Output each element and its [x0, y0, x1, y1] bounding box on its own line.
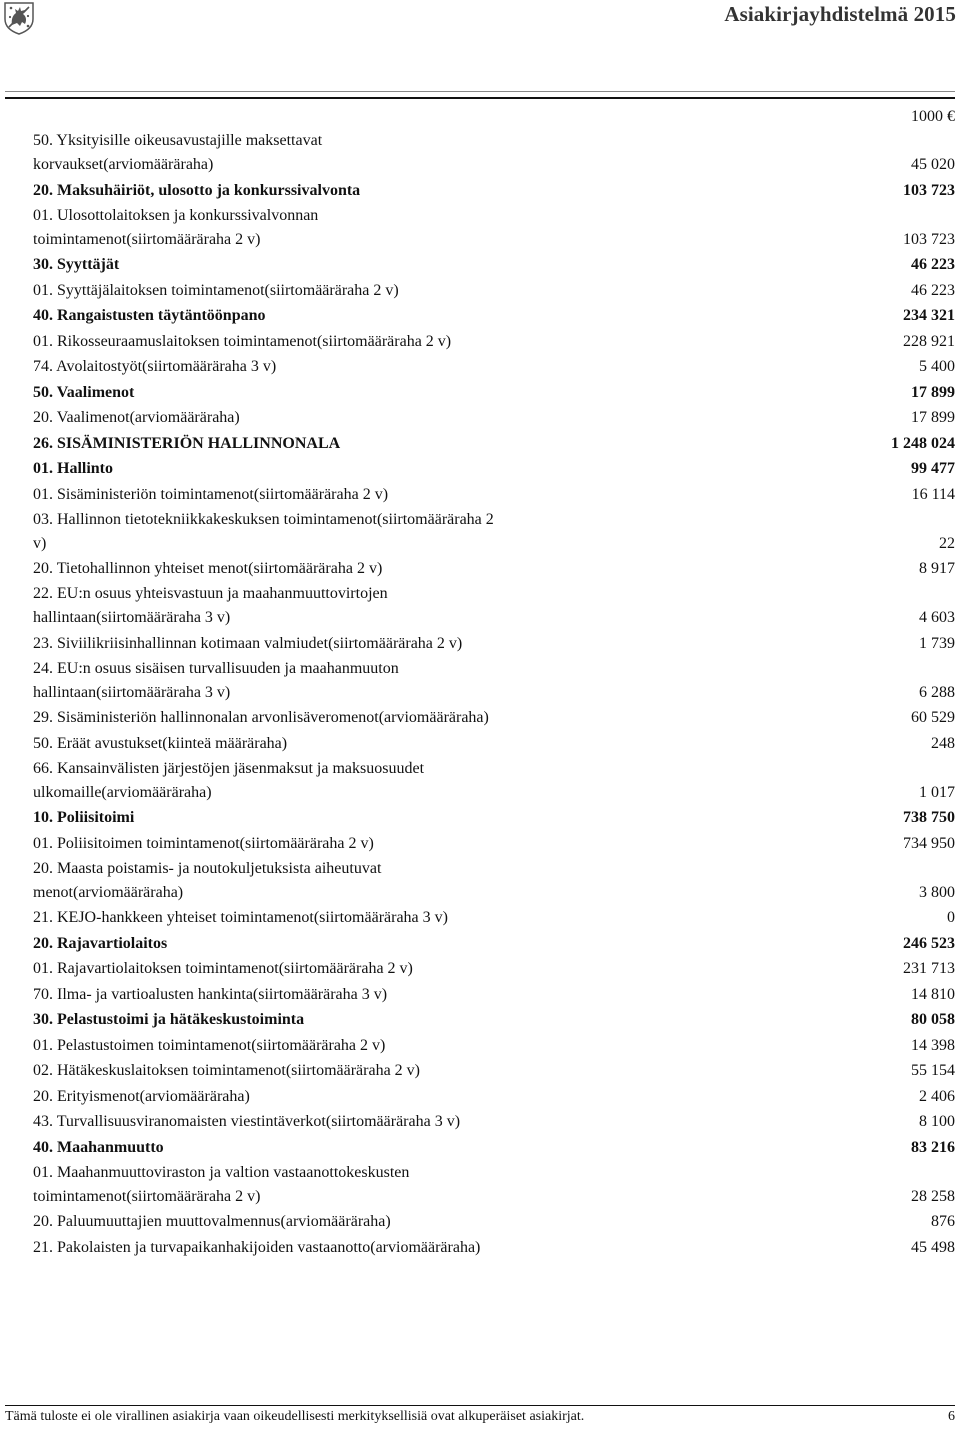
row-value: 46 223	[911, 281, 955, 299]
row-label: 01. Sisäministeriön toimintamenot(siirtomääräraha 2 v)	[33, 485, 389, 503]
budget-row	[33, 1135, 955, 1161]
budget-row	[33, 1210, 955, 1236]
finnish-lion-crest-icon	[3, 1, 35, 35]
row-label: 20. Maksuhäiriöt, ulosotto ja konkurssivalvonta	[33, 181, 361, 199]
budget-row	[33, 1235, 955, 1261]
row-value: 6 288	[919, 683, 955, 701]
row-label: 02. Hätäkeskuslaitoksen toimintamenot(siirtomääräraha 2 v)	[33, 1062, 420, 1079]
budget-row	[33, 631, 955, 657]
footer-divider	[5, 1405, 955, 1406]
row-value: 1 017	[919, 783, 955, 801]
row-value: 4 603	[919, 609, 955, 626]
row-value: 246 523	[903, 934, 955, 952]
row-value: 5 400	[919, 358, 955, 375]
row-value: 2 406	[919, 1087, 955, 1105]
budget-row	[33, 582, 955, 631]
row-label: 01. Maahanmuuttoviraston ja valtion vastaanottokeskusten toimintamenot(siirtomääräraha 2 v)	[33, 1163, 410, 1205]
row-label: 50. Vaalimenot	[33, 383, 135, 401]
budget-row	[33, 731, 955, 757]
row-label: 23. Siviilikriisinhallinnan kotimaan valmiudet(siirtomääräraha 2 v)	[33, 634, 463, 652]
row-label: 20. Vaalimenot(arviomääräraha)	[33, 409, 240, 426]
row-value: 45 498	[911, 1238, 955, 1256]
budget-row	[33, 957, 955, 983]
row-value: 8 100	[919, 1113, 955, 1130]
row-label: 43. Turvallisuusviranomaisten viestintäverkot(siirtomääräraha 3 v)	[33, 1113, 461, 1130]
row-value: 16 114	[911, 485, 955, 503]
budget-row	[33, 1033, 955, 1059]
row-value: 0	[947, 909, 955, 926]
row-label: 20. Paluumuuttajien muuttovalmennus(arviomääräraha)	[33, 1213, 391, 1230]
row-value: 14 810	[911, 985, 955, 1003]
row-value: 738 750	[903, 809, 955, 826]
row-label: 70. Ilma- ja vartioalusten hankinta(siirtomääräraha 3 v)	[33, 985, 388, 1003]
row-value: 234 321	[903, 307, 955, 324]
budget-row	[33, 329, 955, 355]
budget-row	[33, 278, 955, 304]
budget-row	[33, 931, 955, 957]
row-label: 50. Yksityisille oikeusavustajille maksettavat korvaukset(arviomääräraha)	[33, 132, 323, 173]
header-divider-thick	[5, 97, 955, 99]
row-label: 20. Erityismenot(arviomääräraha)	[33, 1087, 250, 1105]
row-label: 30. Pelastustoimi ja hätäkeskustoiminta	[33, 1011, 305, 1028]
budget-row	[33, 657, 955, 706]
row-label: 20. Maasta poistamis- ja noutokuljetuksista aiheutuvat menot(arviomääräraha)	[33, 859, 382, 901]
footer-disclaimer: Tämä tuloste ei ole virallinen asiakirja vaan oikeudellisesti merkityksellisiä ovat alkuperäiset asiakirjat.	[5, 1409, 585, 1424]
row-value: 83 216	[911, 1138, 955, 1156]
row-label: 21. Pakolaisten ja turvapaikanhakijoiden vastaanotto(arviomääräraha)	[33, 1238, 481, 1256]
row-value: 231 713	[903, 960, 955, 977]
row-value: 46 223	[911, 256, 955, 273]
row-value: 60 529	[911, 709, 955, 726]
budget-row	[33, 129, 955, 178]
row-label: 03. Hallinnon tietotekniikkakeskuksen toimintamenot(siirtomääräraha 2 v)	[33, 510, 494, 552]
row-label: 01. Syyttäjälaitoksen toimintamenot(siirtomääräraha 2 v)	[33, 281, 399, 299]
budget-row	[33, 857, 955, 906]
budget-row	[33, 1110, 955, 1136]
budget-row	[33, 508, 955, 557]
budget-table	[33, 104, 955, 1261]
row-value: 103 723	[903, 181, 955, 199]
row-value: 17 899	[911, 409, 955, 426]
row-value: 22	[939, 534, 955, 552]
budget-row	[33, 557, 955, 583]
budget-row	[33, 1008, 955, 1034]
budget-row	[33, 380, 955, 406]
row-label: 24. EU:n osuus sisäisen turvallisuuden ja maahanmuuton hallintaan(siirtomääräraha 3 v)	[33, 659, 399, 701]
budget-row	[33, 706, 955, 732]
budget-row	[33, 1161, 955, 1210]
row-label: 01. Rikosseuraamuslaitoksen toimintamenot(siirtomääräraha 2 v)	[33, 332, 452, 350]
budget-row	[33, 806, 955, 832]
row-value: 14 398	[911, 1036, 955, 1054]
row-label: 20. Tietohallinnon yhteiset menot(siirtomääräraha 2 v)	[33, 560, 383, 577]
budget-row	[33, 982, 955, 1008]
budget-row	[33, 355, 955, 381]
row-label: 40. Rangaistusten täytäntöönpano	[33, 307, 266, 324]
row-value: 8 917	[919, 560, 955, 577]
row-label: 21. KEJO-hankkeen yhteiset toimintamenot(siirtomääräraha 3 v)	[33, 909, 448, 926]
header-divider-thin	[5, 91, 955, 92]
budget-row	[33, 1059, 955, 1085]
budget-row	[33, 253, 955, 279]
row-label: 66. Kansainvälisten järjestöjen jäsenmaksut ja maksuosuudet ulkomaille(arviomääräraha)	[33, 759, 425, 801]
row-label: 40. Maahanmuutto	[33, 1138, 164, 1156]
row-label: 01. Rajavartiolaitoksen toimintamenot(siirtomääräraha 2 v)	[33, 960, 413, 977]
budget-row	[33, 1084, 955, 1110]
page-number: 6	[948, 1409, 955, 1424]
budget-row	[33, 457, 955, 483]
row-value: 28 258	[911, 1187, 955, 1205]
row-label: 22. EU:n osuus yhteisvastuun ja maahanmuuttovirtojen hallintaan(siirtomääräraha 3 v)	[33, 585, 388, 626]
row-label: 20. Rajavartiolaitos	[33, 934, 168, 952]
document-title: Asiakirjayhdistelmä 2015	[724, 2, 956, 26]
unit-label: 1000 €	[911, 108, 955, 125]
budget-row	[33, 178, 955, 204]
row-value: 228 921	[903, 332, 955, 350]
row-value: 3 800	[919, 883, 955, 901]
row-value: 80 058	[911, 1011, 955, 1028]
budget-row	[33, 204, 955, 253]
budget-row	[33, 906, 955, 932]
budget-rows	[33, 129, 955, 1261]
row-value: 876	[931, 1213, 955, 1230]
row-value: 17 899	[911, 383, 955, 401]
row-value: 55 154	[911, 1062, 955, 1079]
row-value: 734 950	[903, 834, 955, 852]
row-value: 103 723	[903, 230, 955, 248]
budget-row	[33, 482, 955, 508]
row-value: 1 739	[919, 634, 955, 652]
row-value: 99 477	[911, 460, 955, 477]
row-label: 10. Poliisitoimi	[33, 809, 135, 826]
row-label: 29. Sisäministeriön hallinnonalan arvonlisäveromenot(arviomääräraha)	[33, 709, 489, 726]
row-value: 248	[931, 734, 955, 752]
row-value: 1 248 024	[891, 434, 955, 452]
row-label: 01. Ulosottolaitoksen ja konkurssivalvonnan toimintamenot(siirtomääräraha 2 v)	[33, 206, 319, 248]
row-label: 74. Avolaitostyöt(siirtomääräraha 3 v)	[33, 358, 277, 375]
budget-row	[33, 757, 955, 806]
page-header	[0, 0, 960, 98]
row-label: 01. Hallinto	[33, 460, 114, 477]
row-label: 01. Poliisitoimen toimintamenot(siirtomääräraha 2 v)	[33, 834, 374, 852]
row-label: 30. Syyttäjät	[33, 256, 120, 273]
budget-row	[33, 406, 955, 432]
budget-row	[33, 831, 955, 857]
row-value: 45 020	[911, 156, 955, 173]
row-label: 50. Eräät avustukset(kiinteä määräraha)	[33, 734, 288, 752]
row-label: 26. SISÄMINISTERIÖN HALLINNONALA	[33, 434, 341, 452]
page-footer	[5, 1409, 955, 1425]
budget-row	[33, 431, 955, 457]
row-label: 01. Pelastustoimen toimintamenot(siirtomääräraha 2 v)	[33, 1036, 386, 1054]
budget-row	[33, 304, 955, 330]
